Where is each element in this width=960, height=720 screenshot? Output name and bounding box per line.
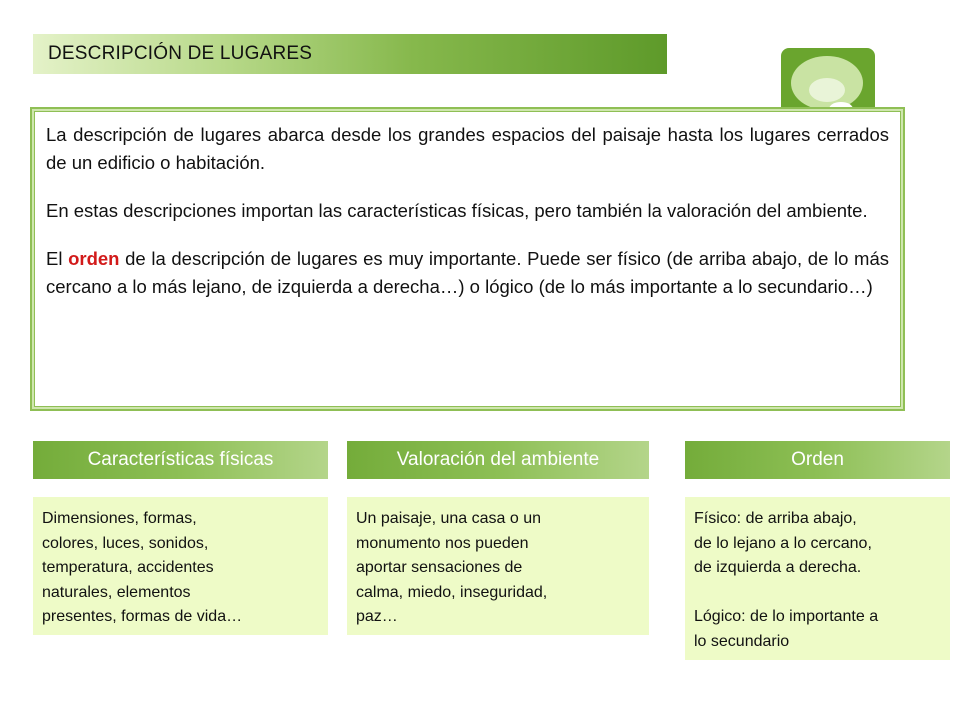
card-line: presentes, formas de vida…	[42, 608, 243, 625]
card-line: de lo lejano a lo cercano,	[694, 534, 872, 552]
card-line: temperatura, accidentes	[42, 559, 214, 576]
column-header-label: Valoración del ambiente	[396, 449, 600, 470]
card-spacer	[694, 581, 942, 606]
title-bar	[33, 34, 667, 74]
header-caracteristicas-fisicas	[33, 441, 328, 479]
card-caracteristicas-fisicas	[33, 497, 328, 635]
header-orden	[685, 441, 950, 479]
p3-text-before: El	[46, 248, 69, 269]
intro-paragraph-3	[46, 245, 889, 301]
page-title: DESCRIPCIÓN DE LUGARES	[48, 43, 313, 64]
header-valoracion-ambiente	[347, 441, 649, 479]
card-valoracion-ambiente	[347, 497, 649, 635]
orden-highlight: orden	[68, 248, 120, 269]
intro-text-box	[30, 107, 905, 411]
card-line: Lógico: de lo importante a	[694, 608, 879, 625]
p3-text-after: de la descripción de lugares es muy importante. Puede ser físico (de arriba abajo, de lo más cercano a lo más lejano, de izquierda a derecha…) o lógico (de lo más importante a lo secundario…)	[46, 248, 889, 297]
card-line: monumento nos pueden	[356, 534, 529, 552]
card-line: de izquierda a derecha.	[694, 559, 862, 576]
card-line: colores, luces, sonidos,	[42, 534, 209, 552]
card-line: Un paisaje, una casa o un	[356, 510, 542, 527]
decorative-oval	[809, 78, 845, 102]
column-header-label: Características físicas	[87, 449, 274, 470]
card-line: calma, miedo, inseguridad,	[356, 583, 548, 601]
intro-paragraph-1: La descripción de lugares abarca desde los grandes espacios del paisaje hasta los lugares cerrados de un edificio o habitación.	[46, 124, 889, 173]
card-line: lo secundario	[694, 632, 790, 650]
card-line: Físico: de arriba abajo,	[694, 510, 857, 527]
column-header-label: Orden	[791, 449, 844, 470]
card-line: naturales, elementos	[42, 583, 191, 601]
card-line: paz…	[356, 608, 398, 625]
intro-paragraph-2: En estas descripciones importan las características físicas, pero también la valoración del ambiente.	[46, 200, 868, 221]
card-line: aportar sensaciones de	[356, 559, 523, 576]
card-line: Dimensiones, formas,	[42, 510, 197, 527]
card-orden	[685, 497, 950, 660]
